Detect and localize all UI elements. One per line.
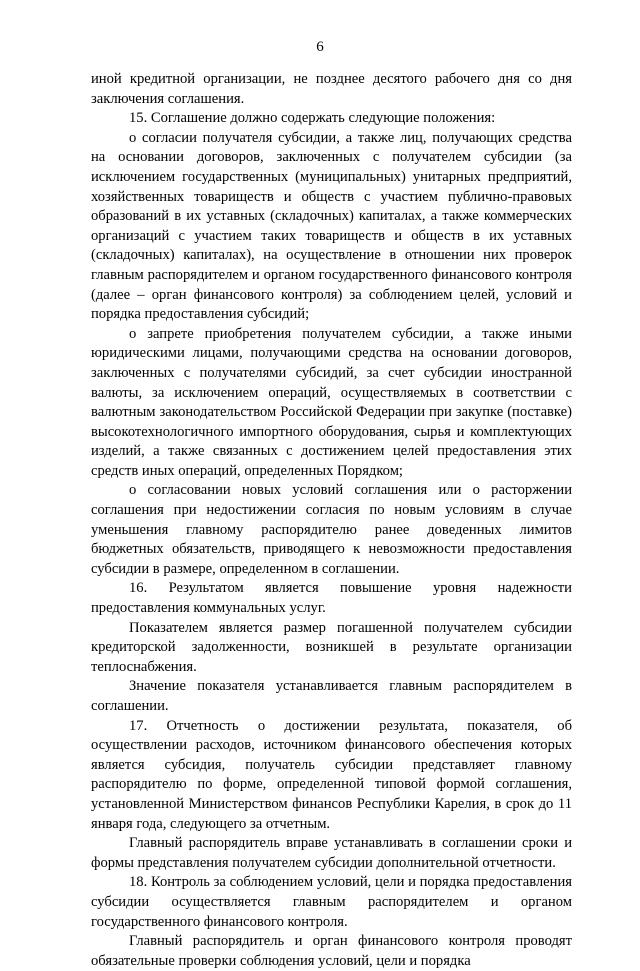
paragraph-clause-15: 15. Соглашение должно содержать следующие положения:	[129, 110, 496, 127]
paragraph-new-conditions: о согласовании новых условий соглашения или о расторжении соглашения при недостижении согласия по новым условиям в случае уменьшения главному распорядителю ранее доведенных лимитов бюджетных обязательств, приводящего к невозможности предоставления субсидии в размере, определенном в соглашении.	[91, 482, 572, 577]
paragraph-indicator: Показателем является размер погашенной получателем субсидии кредиторской задолженности, возникшей в результате организации теплоснабжения.	[91, 619, 572, 675]
document-body	[91, 70, 572, 971]
paragraph-currency-prohibition: о запрете приобретения получателем субсидии, а также иными юридическими лицами, получающими средства на основании договоров, заключенных с получателями субсидий, за счет субсидии иностранной валюты, за исключением операций, осуществляемых в соответствии с валютным законодательством Российской Федерации при закупке (поставке) высокотехнологичного импортного оборудования, сырья и комплектующих изделий, а также связанных с достижением целей предоставления этих средств иных операций, определенных Порядком;	[91, 325, 572, 479]
page-number: 6	[316, 39, 324, 55]
paragraph-consent-provision: о согласии получателя субсидии, а также лиц, получающих средства на основании договоров, заключенных с получателем субсидии (за исключением государственных (муниципальных) унитарных предприятий, хозяйственных товариществ и обществ с участием публично-правовых образований в их уставных (складочных) капиталах, а также коммерческих организаций с участием таких товариществ и обществ в их уставных (складочных) капиталах), на осуществление в отношении них проверок главным распорядителем и органом государственного финансового контроля (далее – орган финансового контроля) за соблюдением целей, условий и порядка предоставления субсидий;	[91, 129, 572, 323]
paragraph-additional-reporting: Главный распорядитель вправе устанавливать в соглашении сроки и формы представления получателем субсидии дополнительной отчетности.	[91, 835, 572, 871]
paragraph-continuation: иной кредитной организации, не позднее десятого рабочего дня со дня заключения соглашения.	[91, 71, 572, 107]
paragraph-clause-17: 17. Отчетность о достижении результата, показателя, об осуществлении расходов, источником финансового обеспечения которых является субсидия, получатель субсидии представляет главному распорядителю по форме, определенной типовой формой соглашения, установленной Министерством финансов Республики Карелия, в срок до 11 января года, следующего за отчетным.	[91, 717, 572, 832]
paragraph-indicator-value: Значение показателя устанавливается главным распорядителем в соглашении.	[91, 678, 572, 714]
paragraph-inspections: Главный распорядитель и орган финансового контроля проводят обязательные проверки соблюдения условий, цели и порядка	[91, 933, 572, 969]
paragraph-clause-16: 16. Результатом является повышение уровня надежности предоставления коммунальных услуг.	[91, 580, 572, 617]
paragraph-clause-18: 18. Контроль за соблюдением условий, цели и порядка предоставления субсидии осуществляется главным распорядителем и органом государственного финансового контроля.	[91, 874, 572, 930]
